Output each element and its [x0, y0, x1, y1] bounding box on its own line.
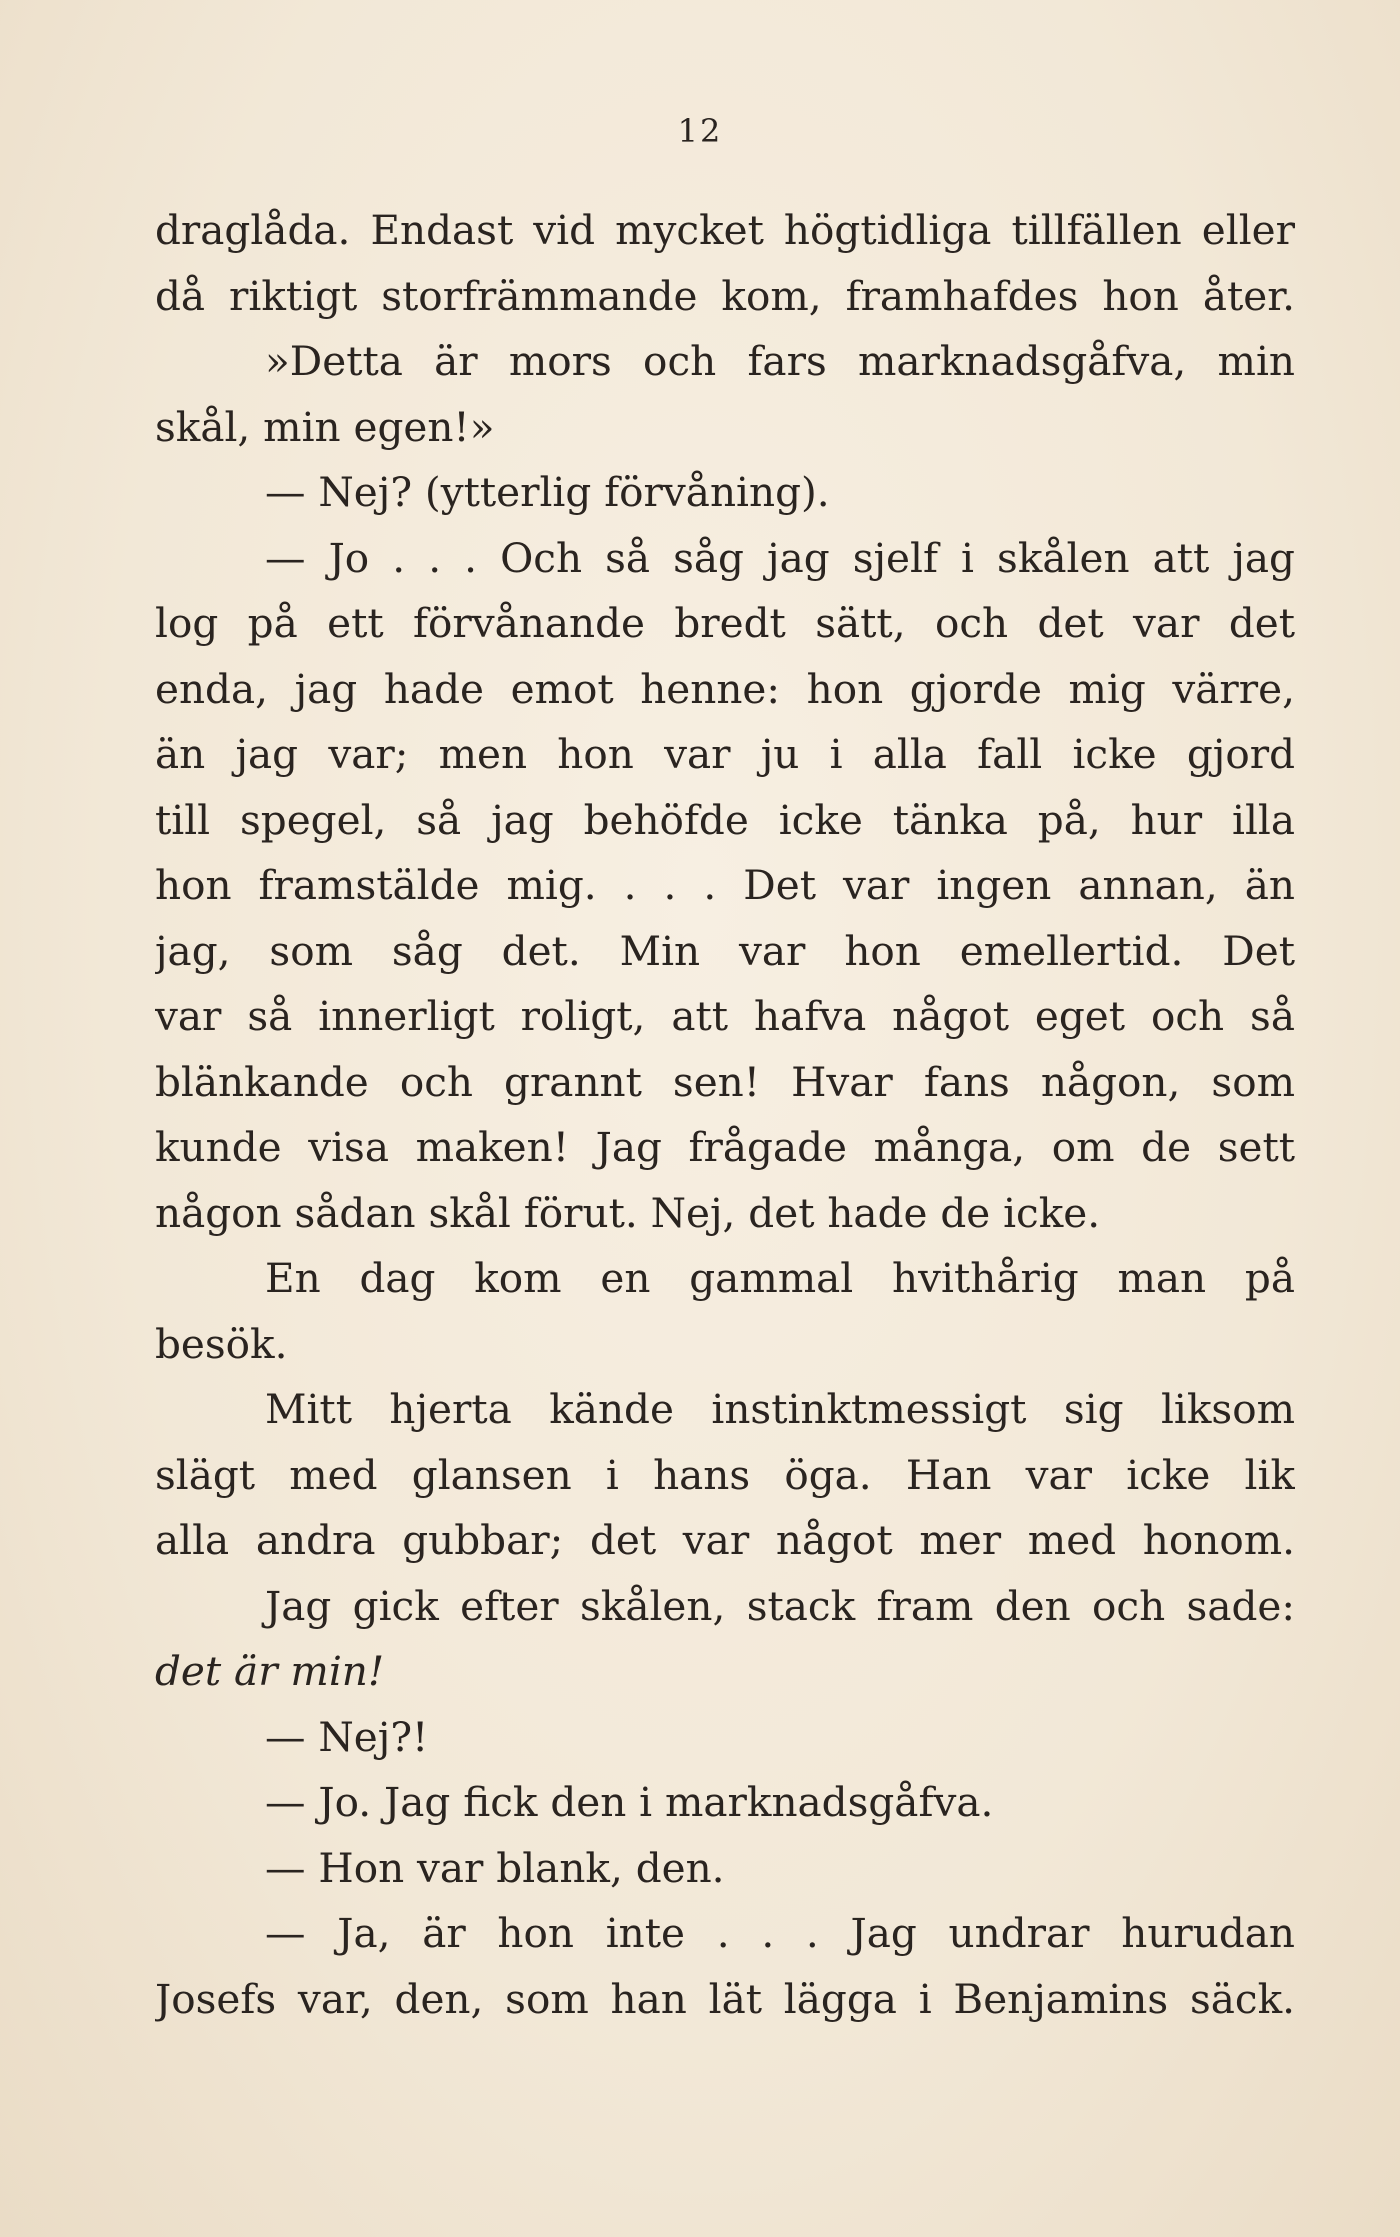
text-line: till spegel, så jag behöfde icke tänka på, hur illa: [155, 795, 1295, 844]
text-line: blänkande och grannt sen! Hvar fans någon, som: [155, 1057, 1295, 1106]
text-line: draglåda. Endast vid mycket högtidliga tillfällen eller: [155, 206, 1295, 254]
text-line: än jag var; men hon var ju i alla fall icke gjord: [155, 730, 1295, 778]
text-line: skål, min egen!»: [155, 402, 495, 451]
text-line: då riktigt storfrämmande kom, framhafdes hon åter.: [155, 271, 1295, 320]
text-line: — Hon var blank, den.: [265, 1843, 725, 1892]
text-line: hon framstälde mig. . . . Det var ingen annan, än: [155, 861, 1295, 909]
text-line-italic: det är min!: [155, 1647, 385, 1695]
text-line: kunde visa maken! Jag frågade många, om de sett: [155, 1123, 1295, 1171]
text-line: En dag kom en gammal hvithårig man på: [265, 1254, 1295, 1302]
body-text: [155, 198, 1295, 2032]
text-line: — Nej?!: [265, 1712, 429, 1761]
text-line: alla andra gubbar; det var något mer med honom.: [155, 1516, 1295, 1564]
text-line: var så innerligt roligt, att hafva något eget och så: [155, 992, 1295, 1040]
text-line: — Nej? (ytterlig förvåning).: [265, 468, 830, 516]
text-line: Josefs var, den, som han lät lägga i Benjamins säck.: [155, 1974, 1295, 2023]
text-line: jag, som såg det. Min var hon emellertid. Det: [155, 926, 1295, 975]
text-line: — Ja, är hon inte . . . Jag undrar hurudan: [265, 1909, 1295, 1957]
text-line: någon sådan skål förut. Nej, det hade de icke.: [155, 1188, 1101, 1237]
text-line: log på ett förvånande bredt sätt, och det var det: [155, 599, 1295, 647]
text-line: — Jo . . . Och så såg jag sjelf i skålen att jag: [265, 533, 1295, 582]
page-number: 12: [677, 112, 723, 150]
text-line: Mitt hjerta kände instinktmessigt sig liksom: [265, 1385, 1295, 1433]
text-line: besök.: [155, 1319, 288, 1368]
text-line: Jag gick efter skålen, stack fram den och sade:: [265, 1581, 1295, 1630]
text-line: enda, jag hade emot henne: hon gjorde mig värre,: [155, 664, 1295, 713]
text-line: slägt med glansen i hans öga. Han var icke lik: [155, 1450, 1295, 1499]
text-line: »Detta är mors och fars marknadsgåfva, min: [265, 337, 1295, 385]
text-line: — Jo. Jag fick den i marknadsgåfva.: [265, 1778, 994, 1826]
